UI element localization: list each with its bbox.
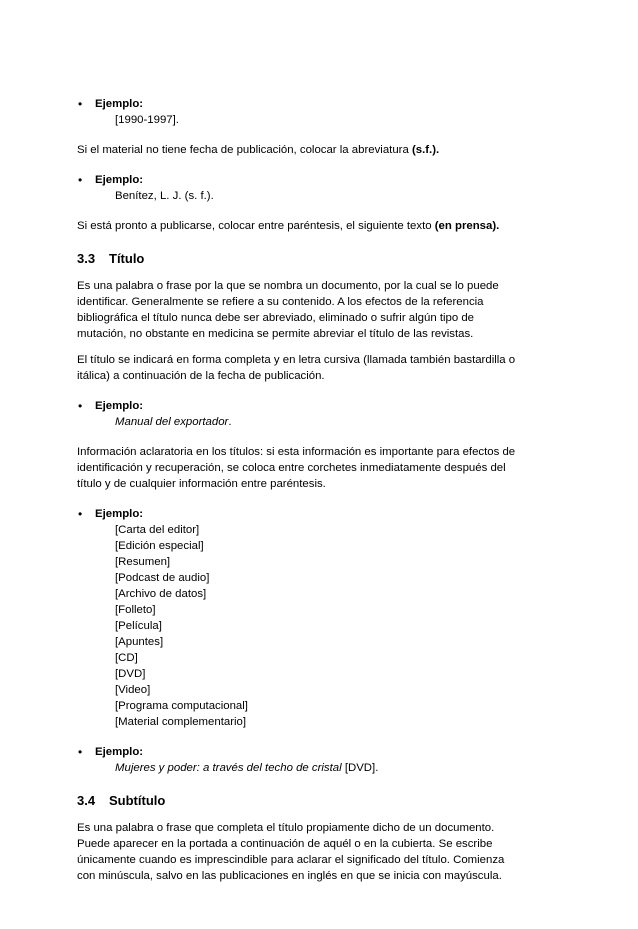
example-line: Benítez, L. J. (s. f.). (115, 190, 214, 202)
example-italic: Manual del exportador (115, 416, 229, 428)
paragraph-text: Si está pronto a publicarse, colocar entre paréntesis, el siguiente texto (77, 220, 435, 232)
example-item: [Material complementario] (115, 716, 247, 728)
example-italic: Mujeres y poder: a través del techo de cristal (115, 762, 342, 774)
example-tail: [DVD]. (341, 762, 379, 774)
example-item: [Carta del editor] (115, 524, 200, 536)
bullet-icon: • (78, 97, 83, 111)
paragraph-line: identificar. Generalmente se refiere a su contenido. A los efectos de la referencia (77, 296, 484, 308)
bullet-label: Ejemplo: (95, 174, 144, 186)
example-item: [CD] (115, 652, 138, 664)
section-title: Título (109, 251, 145, 266)
paragraph-clarifying-info (77, 444, 547, 492)
example-tail: . (228, 416, 232, 428)
example-bullet-no-date (77, 172, 547, 204)
example-item: [Archivo de datos] (115, 588, 207, 600)
paragraph-line: bibliográfica el título nunca debe ser abreviado, eliminado o sufrir algún tipo de (77, 312, 475, 324)
bullet-icon: • (78, 173, 83, 187)
bullet-icon: • (78, 745, 83, 759)
paragraph-in-press (77, 218, 547, 234)
paragraph-subtitle-definition (77, 820, 547, 884)
bullet-icon: • (78, 507, 83, 521)
paragraph-title-format (77, 352, 547, 384)
paragraph-line: El título se indicará en forma completa y en letra cursiva (llamada también bastardilla o (77, 354, 516, 366)
section-title: Subtítulo (109, 793, 166, 808)
example-item: [Podcast de audio] (115, 572, 210, 584)
document-content (77, 96, 547, 884)
paragraph-line: mutación, no obstante en medicina se permite abreviar el título de las revistas. (77, 328, 474, 340)
section-number: 3.4 (77, 793, 96, 808)
section-heading-3-4 (77, 792, 547, 810)
bullet-label: Ejemplo: (95, 400, 144, 412)
paragraph-line: Información aclaratoria en los títulos: si esta información es importante para efectos de (77, 446, 516, 458)
example-line (95, 414, 547, 430)
paragraph-bold: (en prensa). (434, 220, 500, 232)
paragraph-line: itálica) a continuación de la fecha de publicación. (77, 370, 325, 382)
bullet-label: Ejemplo: (95, 508, 144, 520)
example-item: [DVD] (115, 668, 146, 680)
example-item: [Video] (115, 684, 151, 696)
paragraph-title-definition (77, 278, 547, 342)
paragraph-line: identificación y recuperación, se coloca entre corchetes inmediatamente después del (77, 462, 506, 474)
example-item: [Edición especial] (115, 540, 204, 552)
bullet-label: Ejemplo: (95, 98, 144, 110)
paragraph-line: únicamente cuando es imprescindible para aclarar el significado del título. Comienza (77, 854, 505, 866)
paragraph-line: título y de cualquier información entre paréntesis. (77, 478, 326, 490)
paragraph-line: Es una palabra o frase que completa el título propiamente dicho de un documento. (77, 822, 495, 834)
section-number: 3.3 (77, 251, 96, 266)
example-item: [Programa computacional] (115, 700, 248, 712)
bullet-label: Ejemplo: (95, 746, 144, 758)
example-bullet-dvd (77, 744, 547, 776)
paragraph-text: Si el material no tiene fecha de publicación, colocar la abreviatura (77, 144, 412, 156)
paragraph-line: Es una palabra o frase por la que se nombra un documento, por la cual se lo puede (77, 280, 499, 292)
example-item: [Resumen] (115, 556, 171, 568)
paragraph-no-date (77, 142, 547, 158)
paragraph-bold: (s.f.). (411, 144, 440, 156)
example-item: [Película] (115, 620, 162, 632)
paragraph-line: Puede aparecer en la portada a continuación de aquél o en la cubierta. Se escribe (77, 838, 493, 850)
paragraph-line: con minúscula, salvo en las publicaciones en inglés en que se inicia con mayúscula. (77, 870, 502, 882)
example-item: [Apuntes] (115, 636, 164, 648)
example-bullet-brackets (77, 506, 547, 730)
example-bullet-title (77, 398, 547, 430)
example-line (95, 760, 547, 776)
bullet-icon: • (78, 399, 83, 413)
example-bullet-date-range (77, 96, 547, 128)
example-item: [Folleto] (115, 604, 156, 616)
section-heading-3-3 (77, 250, 547, 268)
example-line: [1990-1997]. (115, 114, 179, 126)
